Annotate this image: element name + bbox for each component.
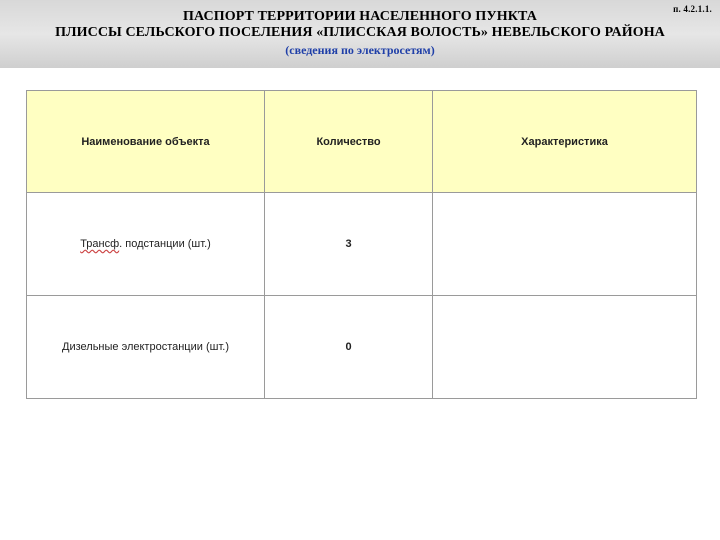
column-header-quantity: Количество bbox=[265, 91, 433, 193]
cell-quantity: 0 bbox=[265, 296, 433, 399]
page-title-line-1: ПАСПОРТ ТЕРРИТОРИИ НАСЕЛЕННОГО ПУНКТА bbox=[183, 9, 537, 24]
cell-object-name bbox=[27, 296, 265, 399]
cell-object-name bbox=[27, 193, 265, 296]
page-reference: п. 4.2.1.1. bbox=[673, 4, 712, 14]
cell-characteristic bbox=[433, 193, 697, 296]
cell-characteristic bbox=[433, 296, 697, 399]
table-row bbox=[27, 296, 697, 399]
electric-networks-table bbox=[26, 90, 697, 399]
cell-quantity: 3 bbox=[265, 193, 433, 296]
page-title-line-2: ПЛИССЫ СЕЛЬСКОГО ПОСЕЛЕНИЯ «ПЛИССКАЯ ВОЛОСТЬ» НЕВЕЛЬСКОГО РАЙОНА bbox=[55, 25, 665, 40]
column-header-characteristic: Характеристика bbox=[433, 91, 697, 193]
header-band bbox=[0, 0, 720, 68]
column-header-object-name: Наименование объекта bbox=[27, 91, 265, 193]
object-name-rest: . подстанции (шт.) bbox=[119, 238, 211, 250]
table-row bbox=[27, 193, 697, 296]
page-subtitle: (сведения по электросетям) bbox=[285, 43, 435, 57]
object-name-rest: Дизельные электростанции (шт.) bbox=[62, 341, 229, 353]
table-header-row bbox=[27, 91, 697, 193]
object-name-prefix: Трансф bbox=[80, 238, 120, 250]
